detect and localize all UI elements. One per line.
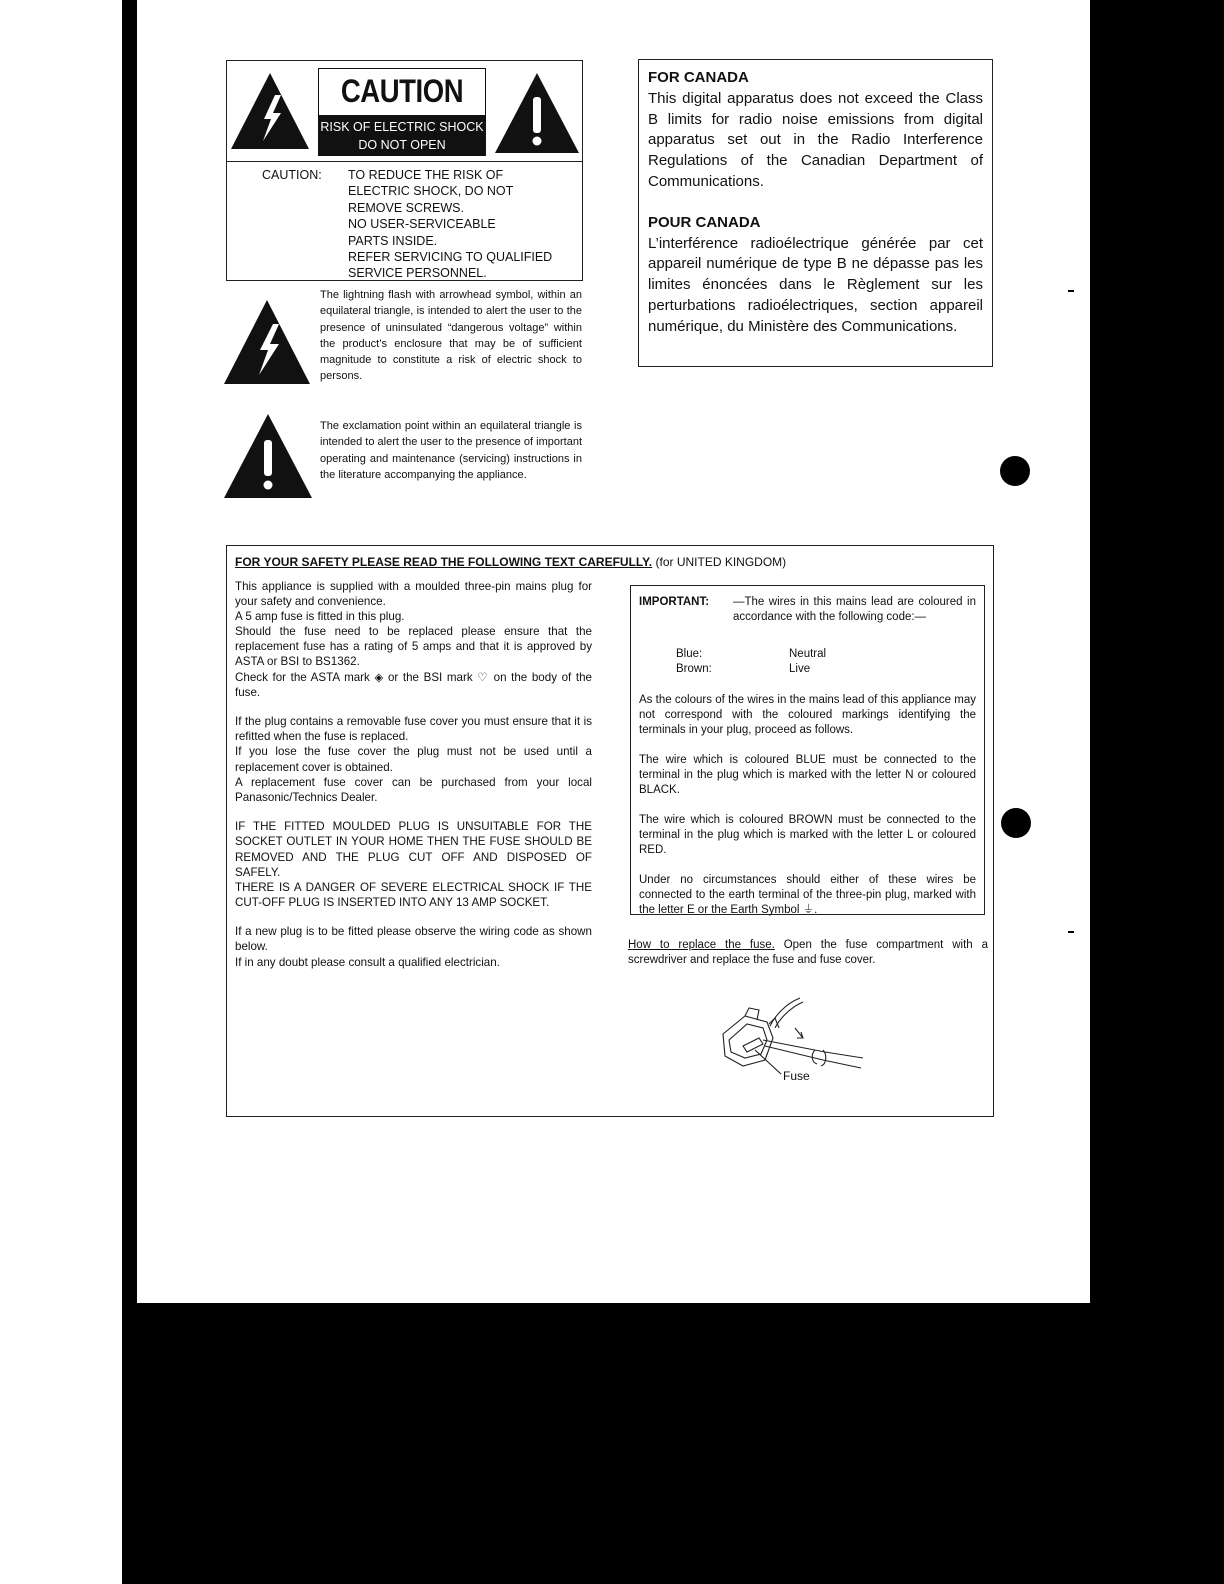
safety-left-column bbox=[235, 579, 592, 984]
canada-en-text: This digital apparatus does not exceed the Class B limits for radio noise emissions from digital apparatus set out in the Radio Interference Regulations of the Canadian Department of Communications. bbox=[648, 89, 983, 190]
important-text: —The wires in this mains lead are coloured in accordance with the following code:— bbox=[733, 596, 976, 624]
howto-title: How to replace the fuse. bbox=[628, 939, 775, 951]
caution-line: REMOVE SCREWS. bbox=[348, 200, 464, 215]
punch-hole bbox=[1001, 808, 1031, 838]
caution-line: NO USER-SERVICEABLE bbox=[348, 217, 496, 232]
caution-title: CAUTION bbox=[340, 73, 464, 109]
exclamation-explanation: The exclamation point within an equilateral triangle is intended to alert the user to the presence of important operating and maintenance (servicing) instructions in the literature accompanying the appliance. bbox=[320, 420, 582, 481]
lightning-symbol-icon bbox=[224, 300, 310, 384]
caution-line: ELECTRIC SHOCK, DO NOT bbox=[348, 184, 514, 199]
shock-line-2: DO NOT OPEN bbox=[358, 138, 446, 152]
caution-line: REFER SERVICING TO QUALIFIED bbox=[348, 250, 553, 265]
wiring-paragraph: Under no circumstances should either of these wires be connected to the earth terminal of the three-pin plug, marked with the letter E or the Earth Symbol ⏚. bbox=[639, 873, 976, 916]
lightning-triangle-icon bbox=[231, 73, 309, 149]
shock-line-1: RISK OF ELECTRIC SHOCK bbox=[320, 120, 484, 134]
safety-heading bbox=[235, 555, 786, 569]
caution-line: TO REDUCE THE RISK OF bbox=[348, 168, 504, 182]
wire-meaning: Live bbox=[789, 663, 811, 676]
wire-colour: Brown: bbox=[676, 663, 712, 676]
caution-instr-label: CAUTION: bbox=[262, 168, 322, 182]
safety-paragraph: If the plug contains a removable fuse cover you must ensure that it is refitted when the fuse is replaced. If you lose the fuse cover the plug must not be used until a replacement cover is obtained. A replacement fuse cover can be purchased from your local Panasonic/Technics Dealer. bbox=[235, 715, 592, 804]
wiring-paragraph: As the colours of the wires in the mains lead of this appliance may not correspond with the coloured markings identifying the terminals in your plug, proceed as follows. bbox=[639, 694, 976, 737]
edge-mark bbox=[1068, 290, 1074, 292]
left-margin bbox=[0, 0, 122, 1584]
fuse-replacement-note bbox=[628, 938, 988, 968]
important-label: IMPORTANT: bbox=[639, 596, 710, 608]
exclamation-triangle-icon bbox=[495, 73, 579, 153]
canada-fr-text: L’interférence radioélectrique générée par cet appareil numérique de type B ne dépasse pas les limites énoncées dans le Règlement sur les perturbations radioélectriques, section appareil numérique, du Ministère des Communications. bbox=[648, 234, 983, 335]
caution-line: PARTS INSIDE. bbox=[348, 233, 438, 248]
caution-line: SERVICE PERSONNEL. bbox=[348, 266, 487, 281]
caution-box bbox=[226, 60, 583, 281]
shock-warning bbox=[319, 115, 485, 156]
uk-safety-box bbox=[226, 545, 994, 1117]
important-row bbox=[639, 595, 976, 641]
wire-meaning: Neutral bbox=[789, 648, 827, 660]
plug-fuse-illustration bbox=[715, 994, 865, 1086]
caution-instr-lines bbox=[348, 167, 588, 282]
caution-label bbox=[318, 68, 486, 156]
safety-paragraph: IF THE FITTED MOULDED PLUG IS UNSUITABLE FOR THE SOCKET OUTLET IN YOUR HOME THEN THE FUSE SHOULD BE REMOVED AND THE PLUG CUT OFF AND DISPOSED OF SAFELY. THERE IS A DANGER OF SEVERE ELECTRICAL SHOCK IF THE CUT-OFF PLUG IS INSERTED INTO ANY 13 AMP SOCKET. bbox=[235, 820, 592, 909]
lightning-explanation: The lightning flash with arrowhead symbol, within an equilateral triangle, is intended to alert the user to the presence of uninsulated “dangerous voltage” within the product’s enclosure that may be of sufficient magnitude to constitute a risk of electric shock to persons. bbox=[320, 289, 582, 383]
wiring-paragraph: The wire which is coloured BLUE must be connected to the terminal in the plug which is marked with the letter N or coloured BLACK. bbox=[639, 753, 976, 797]
safety-region: (for UNITED KINGDOM) bbox=[655, 555, 787, 569]
exclamation-symbol-icon bbox=[224, 414, 312, 498]
canada-notice bbox=[638, 59, 993, 367]
safety-paragraph: This appliance is supplied with a moulded three-pin mains plug for your safety and convenience. A 5 amp fuse is fitted in this plug. Should the fuse need to be replaced please ensure that the replacement fuse has a rating of 5 amps and that it is approved by ASTA or BSI to BS1362. Check for the ASTA mark ◈ or the BSI mark ♡ on the body of the fuse. bbox=[235, 580, 592, 699]
howto-text: Open the fuse compartment with a screwdriver and replace the fuse and fuse cover. bbox=[628, 939, 988, 967]
safety-heading-text: FOR YOUR SAFETY PLEASE READ THE FOLLOWING TEXT CAREFULLY. bbox=[235, 555, 653, 569]
canada-fr-title: POUR CANADA bbox=[648, 213, 761, 231]
wire-colour: Blue: bbox=[676, 648, 703, 660]
safety-paragraph: If a new plug is to be fitted please observe the wiring code as shown below. If in any doubt please consult a qualified electrician. bbox=[235, 925, 592, 969]
important-wiring-box bbox=[630, 585, 985, 915]
wire-code-row bbox=[639, 647, 976, 662]
canada-en-title: FOR CANADA bbox=[648, 69, 749, 86]
punch-hole bbox=[1000, 456, 1030, 486]
fuse-label: Fuse bbox=[783, 1069, 810, 1083]
wire-code-row bbox=[639, 662, 976, 677]
wiring-paragraph: The wire which is coloured BROWN must be connected to the terminal in the plug which is marked with the letter L or coloured RED. bbox=[639, 813, 976, 856]
caution-divider bbox=[227, 161, 582, 162]
edge-mark bbox=[1068, 931, 1074, 933]
